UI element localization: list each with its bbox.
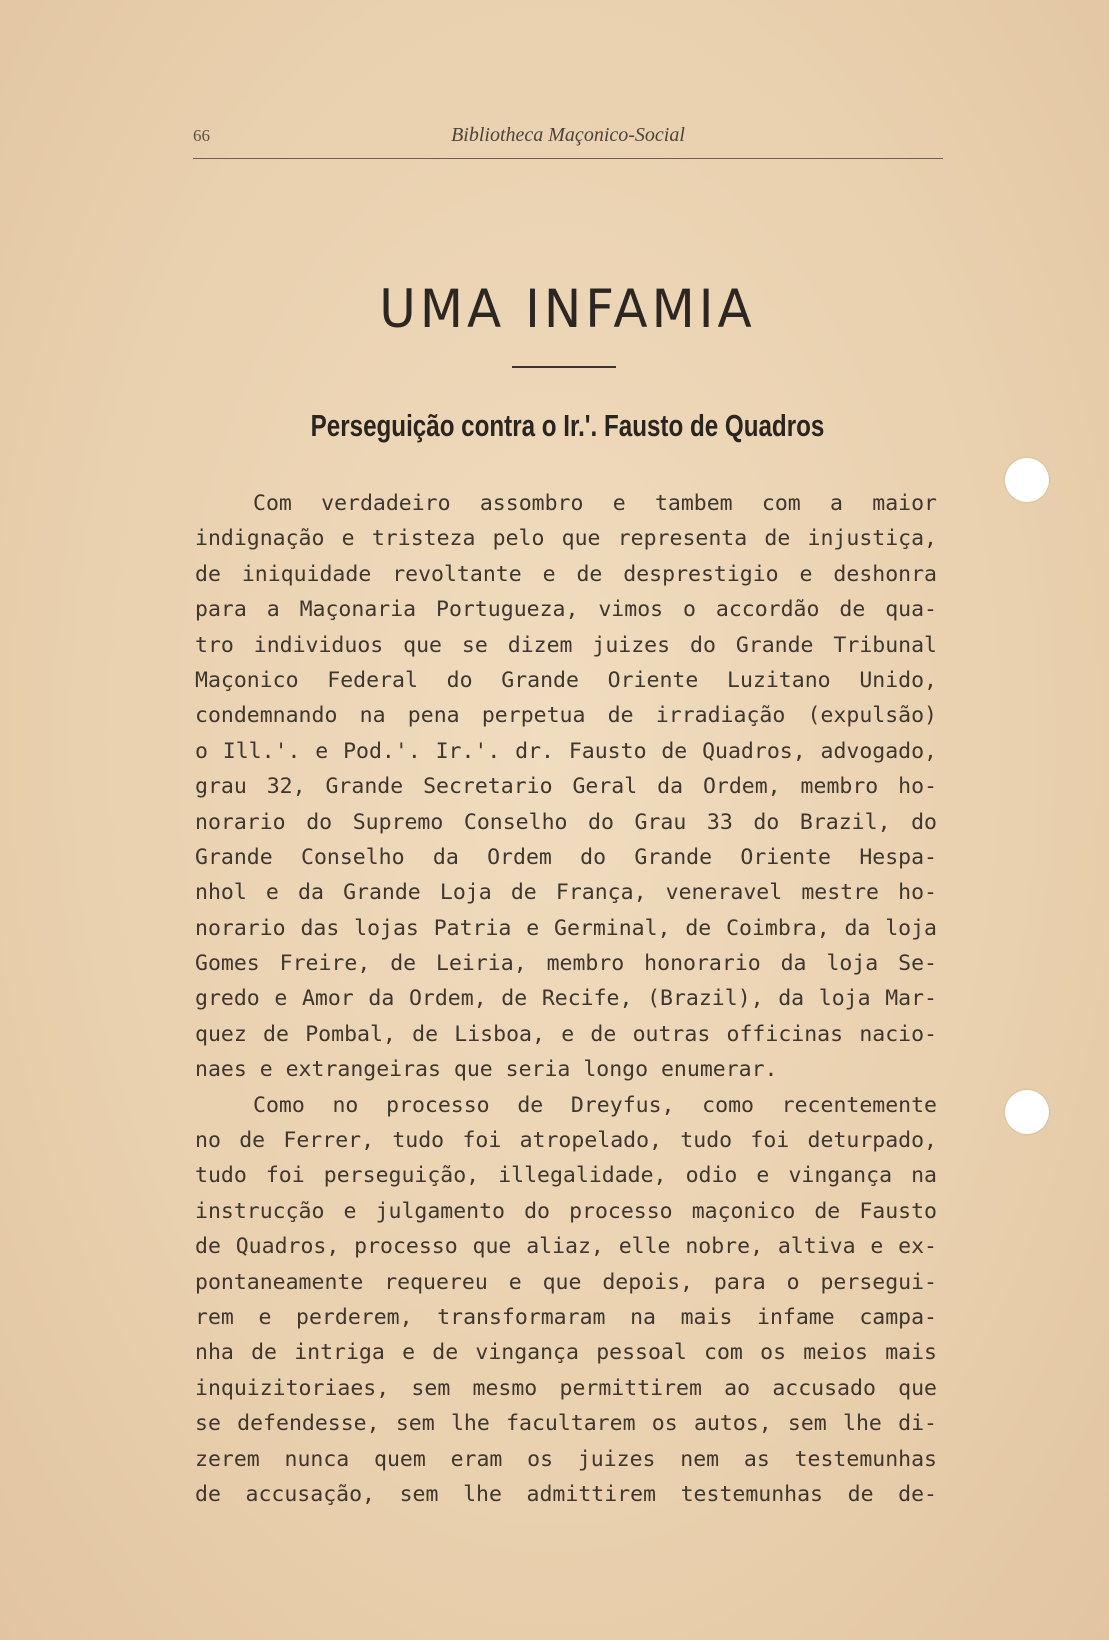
text-line: quez de Pombal, de Lisboa, e de outras officinas nacio- xyxy=(195,1021,937,1047)
text-line: nhol e da Grande Loja de França, veneravel mestre ho- xyxy=(195,880,937,906)
page-number: 66 xyxy=(193,126,210,145)
text-line: Maçonico Federal do Grande Oriente Luzitano Unido, xyxy=(195,667,937,693)
text-line: Gomes Freire, de Leiria, membro honorario da loja Se- xyxy=(195,951,937,977)
punch-hole-upper xyxy=(1005,458,1049,502)
text-line: se defendesse, sem lhe facultarem os autos, sem lhe di- xyxy=(195,1411,937,1437)
text-line: norario do Supremo Conselho do Grau 33 do Brazil, do xyxy=(195,809,937,835)
text-line: de Quadros, processo que aliaz, elle nobre, altiva e ex- xyxy=(195,1234,937,1260)
text-line: rem e perderem, transformaram na mais infame campa- xyxy=(195,1304,937,1330)
text-line: naes e extrangeiras que seria longo enumerar. xyxy=(195,1057,778,1083)
text-line: Como no processo de Dreyfus, como recentemente xyxy=(253,1092,937,1118)
text-line: Grande Conselho da Ordem do Grande Oriente Hespa- xyxy=(195,844,937,870)
text-line: zerem nunca quem eram os juizes nem as testemunhas xyxy=(195,1446,937,1472)
text-line: para a Maçonaria Portugueza, vimos o accordão de qua- xyxy=(195,597,937,623)
text-line: nha de intriga e de vingança pessoal com os meios mais xyxy=(195,1340,937,1366)
text-line: instrucção e julgamento do processo maçonico de Fausto xyxy=(195,1198,937,1224)
article-body xyxy=(195,486,937,1512)
title-divider xyxy=(512,366,616,368)
text-line: de iniquidade revoltante e de desprestigio e deshonra xyxy=(195,561,937,587)
text-line: pontaneamente requereu e que depois, para o persegui- xyxy=(195,1269,937,1295)
text-line: o Ill.'. e Pod.'. Ir.'. dr. Fausto de Quadros, advogado, xyxy=(195,738,937,764)
running-title: Bibliotheca Maçonico-Social xyxy=(451,124,685,146)
text-line: gredo e Amor da Ordem, de Recife, (Brazil), da loja Mar- xyxy=(195,986,937,1012)
page-header xyxy=(193,122,943,159)
text-line: inquizitoriaes, sem mesmo permittirem ao accusado que xyxy=(195,1375,937,1401)
text-line: no de Ferrer, tudo foi atropelado, tudo foi deturpado, xyxy=(195,1128,937,1154)
text-line: indignação e tristeza pelo que representa de injustiça, xyxy=(195,526,937,552)
text-line: norario das lojas Patria e Germinal, de Coimbra, da loja xyxy=(195,915,937,941)
punch-hole-lower xyxy=(1005,1090,1049,1134)
text-line: tudo foi perseguição, illegalidade, odio e vingança na xyxy=(195,1163,937,1189)
article-subtitle: Perseguição contra o Ir.'. Fausto de Quadros xyxy=(310,408,825,443)
text-line: tro individuos que se dizem juizes do Grande Tribunal xyxy=(195,632,937,658)
text-line: grau 32, Grande Secretario Geral da Ordem, membro ho- xyxy=(195,774,937,800)
text-line: de accusação, sem lhe admittirem testemunhas de de- xyxy=(195,1481,937,1507)
text-line: Com verdadeiro assombro e tambem com a maior xyxy=(253,491,937,516)
text-line: condemnando na pena perpetua de irradiação (expulsão) xyxy=(195,703,937,729)
article-title: UMA INFAMIA xyxy=(379,278,756,340)
